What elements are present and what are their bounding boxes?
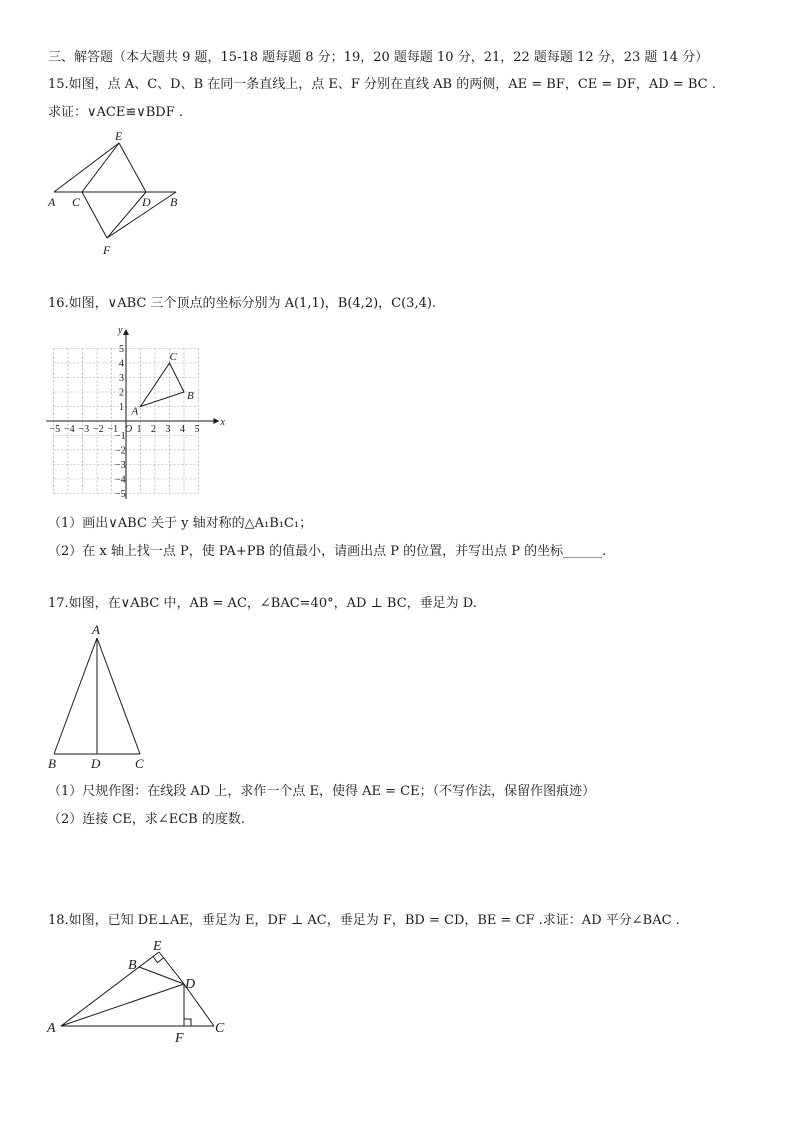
q15-label-f: F xyxy=(103,243,111,257)
y-axis-arrow xyxy=(123,329,129,335)
q18-label-e: E xyxy=(153,939,162,954)
y-tick-label: −2 xyxy=(115,445,126,457)
point-label-c: C xyxy=(169,351,177,363)
point-label-b: B xyxy=(187,390,194,402)
q15-label-c: C xyxy=(72,195,81,209)
q15-label-a: A xyxy=(48,195,56,209)
q17-figure xyxy=(44,620,164,770)
q16-part1: （1）画出∨ABC 关于 y 轴对称的△A₁B₁C₁； xyxy=(48,516,313,531)
q17-label-b: B xyxy=(48,756,56,771)
q17-label-d: D xyxy=(91,756,101,771)
y-tick-label: 2 xyxy=(119,387,124,399)
x-tick-label: 3 xyxy=(165,424,171,435)
q15-label-e: E xyxy=(115,129,123,143)
q18-right-angle-e xyxy=(153,957,164,963)
q18-label-d: D xyxy=(185,977,196,992)
q16-stem: 16.如图，∨ABC 三个顶点的坐标分别为 A(1,1)，B(4,2)，C(3,4). xyxy=(48,296,437,311)
x-tick-label: −2 xyxy=(93,424,104,435)
q15-label-d: D xyxy=(142,195,151,209)
q16-part2: （2）在 x 轴上找一点 P，使 PA+PB 的值最小，请画出点 P 的位置，并写出点 P 的坐标______. xyxy=(48,544,607,559)
q18-seg-ae xyxy=(61,952,159,1026)
q17-seg-ac xyxy=(97,638,140,754)
point-label-a: A xyxy=(131,405,139,418)
q18-seg-ad xyxy=(61,984,184,1026)
x-axis-label: x xyxy=(220,417,225,428)
triangle-abc xyxy=(141,363,185,407)
q16-coordinate-grid xyxy=(44,326,224,501)
q18-label-a: A xyxy=(47,1021,56,1036)
section-header: 三、解答题（本大题共 9 题，15-18 题每题 8 分；19，20 题每题 10 分，21，22 题每题 12 分，23 题 14 分） xyxy=(48,50,709,65)
q15-seg-df xyxy=(107,192,146,238)
q17-part2: （2）连接 CE，求∠ECB 的度数. xyxy=(48,812,245,827)
y-tick-label: 5 xyxy=(119,344,124,355)
x-tick-label: −5 xyxy=(49,424,61,435)
q18-right-angle-f xyxy=(184,1019,191,1026)
x-axis-arrow xyxy=(213,418,219,424)
q18-label-c: C xyxy=(215,1021,225,1036)
x-tick-label: −3 xyxy=(78,424,90,435)
q17-part1: （1）尺规作图：在线段 AD 上，求作一个点 E，使得 AE = CE；（不写作法，保留作图痕迹） xyxy=(48,784,596,799)
q15-label-b: B xyxy=(170,195,178,209)
q17-label-a: A xyxy=(92,622,100,637)
q15-stem-line1: 15.如图，点 A、C、D、B 在同一条直线上，点 E、F 分别在直线 AB 的两侧，AE = BF，CE = DF，AD = BC . xyxy=(48,77,716,92)
y-tick-label: 4 xyxy=(119,358,124,370)
q15-seg-ae xyxy=(54,143,119,192)
q15-seg-ce xyxy=(82,143,119,192)
q15-seg-cf xyxy=(82,192,107,238)
origin-label: O xyxy=(125,424,133,435)
x-tick-label: 1 xyxy=(136,424,142,435)
q17-stem: 17.如图，在∨ABC 中，AB = AC，∠BAC=40°，AD ⊥ BC，垂足为 D. xyxy=(48,596,477,611)
q17-label-c: C xyxy=(135,756,144,771)
q18-stem: 18.如图，已知 DE⊥AE，垂足为 E，DF ⊥ AC，垂足为 F，BD = CD，BE = CF .求证：AD 平分∠BAC . xyxy=(48,913,680,928)
x-tick-label: 4 xyxy=(180,424,185,435)
y-tick-label: −1 xyxy=(115,431,126,442)
y-tick-label: 1 xyxy=(119,402,124,413)
y-tick-label: −4 xyxy=(115,474,126,486)
q18-label-f: F xyxy=(175,1031,184,1046)
q15-stem-line2: 求证：∨ACE≌∨BDF . xyxy=(48,105,184,120)
q15-figure xyxy=(44,128,204,258)
y-axis-label: y xyxy=(118,325,123,336)
q18-figure xyxy=(44,938,244,1048)
y-tick-label: −3 xyxy=(115,460,126,471)
x-tick-label: −4 xyxy=(64,424,75,435)
x-tick-label: 2 xyxy=(151,424,156,435)
x-tick-label: −1 xyxy=(107,424,119,435)
q15-seg-ed xyxy=(119,143,146,192)
x-tick-label: 5 xyxy=(194,424,200,435)
y-tick-label: −5 xyxy=(115,489,126,500)
q18-label-b: B xyxy=(128,958,137,973)
q17-seg-ab xyxy=(54,638,97,754)
y-tick-label: 3 xyxy=(119,373,124,384)
